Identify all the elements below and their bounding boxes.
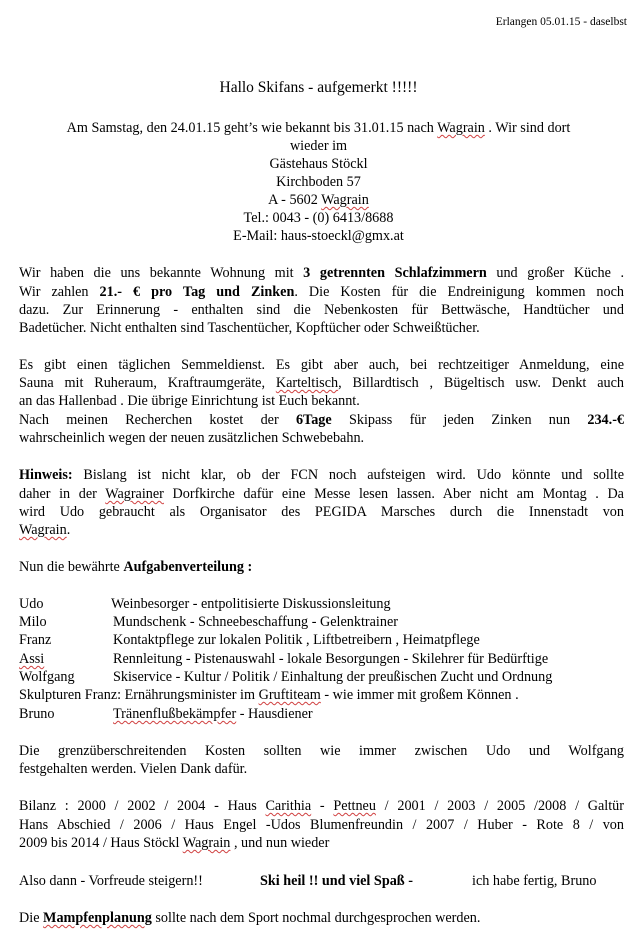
hint-line-1: Hinweis: Bislang ist nicht klar, ob der FCN noch aufsteigen wird. Udo könnte und sollte <box>19 467 624 483</box>
task-name: Udo <box>19 596 44 612</box>
final-line: Die Mampfenplanung sollte nach dem Sport nochmal durchgesprochen werden. <box>19 910 481 926</box>
para1-line-4: Badetücher. Nicht enthalten sind Taschentücher, Kopftücher oder Schweißtücher. <box>19 320 480 336</box>
address-city: A - 5602 Wagrain <box>268 192 369 208</box>
task-desc: Tränenflußbekämpfer - Hausdiener <box>113 706 313 722</box>
closing-signature: ich habe fertig, Bruno <box>472 873 597 889</box>
address-email: E-Mail: haus-stoeckl@gmx.at <box>233 228 404 244</box>
closing-anticipation: Also dann - Vorfreude steigern!! <box>19 873 203 889</box>
para1-line-2: Wir zahlen 21.- € pro Tag und Zinken. Die Kosten für die Endreinigung kommen noch <box>19 284 625 300</box>
costs-line-2: festgehalten werden. Vielen Dank dafür. <box>19 761 248 777</box>
sculpture-line: Skulpturen Franz: Ernährungsminister im Gruftiteam - wie immer mit großem Können . <box>19 687 519 703</box>
hint-line-4: Wagrain. <box>19 522 71 538</box>
task-desc: Skiservice - Kultur / Politik / Einhaltung der preußischen Zucht und Ordnung <box>113 669 553 685</box>
para2-line-5: wahrscheinlich wegen der neuen zusätzlichen Schwebebahn. <box>19 430 365 446</box>
page-title: Hallo Skifans - aufgemerkt !!!!! <box>219 79 418 96</box>
para1-line-3: dazu. Zur Erinnerung - enthalten sind die Nebenkosten für Bettwäsche, Handtücher und <box>19 302 624 318</box>
closing-line <box>19 872 203 890</box>
bilanz-line-2: Hans Abschied / 2006 / Haus Engel -Udos Blumenfreundin / 2007 / Huber - Rote 8 / von <box>19 817 624 833</box>
hint-line-2: daher in der Wagrainer Dorfkirche dafür eine Messe lesen lassen. Aber nicht am Montag . Da <box>19 486 624 502</box>
address-name: Gästehaus Stöckl <box>269 156 368 172</box>
para2-line-1: Es gibt einen täglichen Semmeldienst. Es gibt aber auch, bei rechtzeitiger Anmeldung, eine <box>19 357 624 373</box>
hint-line-3: wird Udo gebraucht als Organisator des PEGIDA Marsches durch die Innenstadt von <box>19 504 624 520</box>
closing-ski-heil: Ski heil !! und viel Spaß - <box>260 873 413 889</box>
para2-line-4: Nach meinen Recherchen kostet der 6Tage Skipass für jeden Zinken nun 234.-€ <box>19 412 625 428</box>
task-name: Wolfgang <box>19 669 75 685</box>
task-name: Milo <box>19 614 47 630</box>
task-desc: Weinbesorger - entpolitisierte Diskussionsleitung <box>111 596 391 612</box>
bilanz-line-3: 2009 bis 2014 / Haus Stöckl Wagrain , und nun wieder <box>19 835 330 851</box>
intro-line-1: Am Samstag, den 24.01.15 geht’s wie bekannt bis 31.01.15 nach Wagrain . Wir sind dort <box>66 120 571 136</box>
task-name: Assi <box>19 651 45 667</box>
para1-line-1: Wir haben die uns bekannte Wohnung mit 3 getrennten Schlafzimmern und großer Küche . <box>19 265 624 281</box>
task-desc: Mundschenk - Schneebeschaffung - Gelenktrainer <box>113 614 398 630</box>
intro-line-2: wieder im <box>289 138 348 154</box>
bilanz-line-1: Bilanz : 2000 / 2002 / 2004 - Haus Carithia - Pettneu / 2001 / 2003 / 2005 /2008 / Galtür <box>19 798 624 814</box>
task-desc: Rennleitung - Pistenauswahl - lokale Besorgungen - Skilehrer für Bedürftige <box>113 651 549 667</box>
tasks-intro: Nun die bewährte Aufgabenverteilung : <box>19 559 253 575</box>
para2-line-3: an das Hallenbad . Die übrige Einrichtung ist Euch bekannt. <box>19 393 360 409</box>
para2-line-2: Sauna mit Ruheraum, Kraftraumgeräte, Karteltisch, Billardtisch , Bügeltisch usw. Denkt auch <box>19 375 624 391</box>
address-street: Kirchboden 57 <box>276 174 361 190</box>
task-name: Franz <box>19 632 52 648</box>
costs-line-1: Die grenzüberschreitenden Kosten sollten wie immer zwischen Udo und Wolfgang <box>19 743 624 759</box>
task-desc: Kontaktpflege zur lokalen Politik , Liftbetreibern , Heimatpflege <box>113 632 480 648</box>
address-phone: Tel.: 0043 - (0) 6413/8688 <box>243 210 394 226</box>
task-name: Bruno <box>19 706 55 722</box>
document-date-header: Erlangen 05.01.15 - daselbst <box>495 16 627 28</box>
